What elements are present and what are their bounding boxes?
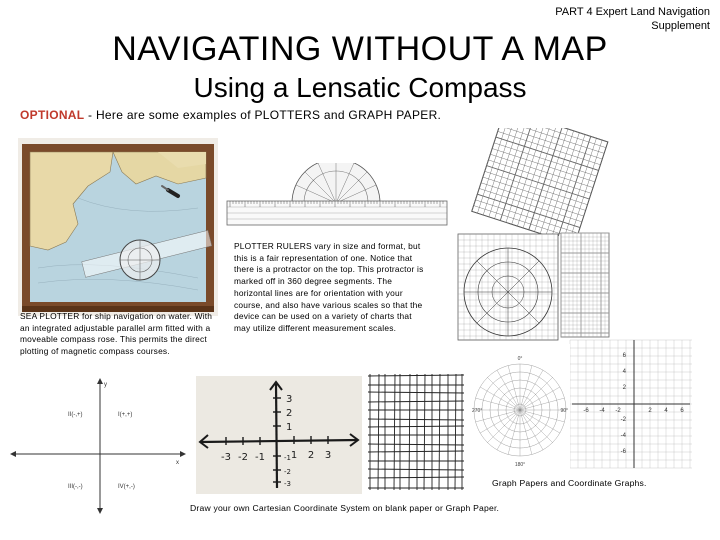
hd-x-tick: -1 (255, 452, 265, 463)
hd-y-tick: -2 (284, 468, 291, 476)
ng-y-tick: -4 (620, 433, 626, 439)
ng-x-tick: -4 (599, 408, 605, 414)
quadrant-i-label: I(+,+) (118, 412, 133, 418)
quadrant-iv-label: IV(+,-) (118, 484, 135, 490)
x-axis-label: x (176, 460, 179, 466)
ng-x-tick: -2 (615, 408, 621, 414)
tilted-graph-paper (462, 128, 612, 236)
sea-plotter-caption: SEA PLOTTER for ship navigation on water. With an integrated adjustable parallel arm fitted with a moveable compass rose. This permits the direct plotting of magnetic compass courses. (20, 311, 213, 357)
ng-y-tick: 4 (622, 369, 626, 375)
hd-x-tick: -3 (221, 452, 231, 463)
polar-label-bottom: 180° (514, 462, 526, 468)
supplement-line-2: Supplement (651, 20, 710, 32)
quadrant-iii-label: III(-,-) (68, 484, 83, 490)
page-title: NAVIGATING WITHOUT A MAP (112, 30, 608, 68)
polar-chart (470, 344, 570, 474)
handdrawn-axes-image (196, 376, 362, 494)
hd-y-tick: 1 (286, 422, 293, 433)
hd-x-tick: 2 (307, 450, 315, 461)
ng-y-tick: -6 (620, 449, 626, 455)
y-axis-label: y (104, 382, 107, 388)
intro-line (20, 108, 441, 122)
plotter-ruler-image (222, 163, 452, 235)
hd-x-tick: -2 (238, 452, 248, 463)
supplement-header (490, 5, 710, 33)
ng-x-tick: -6 (583, 408, 589, 414)
polar-label-left: 270° (472, 408, 483, 414)
hd-y-tick: 3 (286, 394, 293, 405)
page-subtitle: Using a Lensatic Compass (193, 72, 527, 103)
ng-y-tick: -2 (620, 417, 626, 423)
plotter-rulers-caption: PLOTTER RULERS vary in size and format, but this is a fair representation of one. Notice that there is a protractor on the top. This protractor is marked off in 360 degree segments. The horizontal lines are for orientation with your course, and also have various scales so that the device can be used on a variety of charts that may utilize different measurement scales. (234, 241, 424, 333)
polar-label-top: 0° (517, 356, 523, 362)
hd-x-tick: 3 (324, 450, 332, 461)
hd-y-tick: -3 (284, 480, 291, 488)
ng-x-tick: 2 (648, 408, 652, 414)
ng-y-tick: 6 (622, 353, 626, 359)
numbered-coordinate-grid (568, 338, 694, 470)
quadrant-coordinate-graph (8, 376, 188, 516)
intro-text: - Here are some examples of PLOTTERS and GRAPH PAPER. (84, 108, 442, 122)
square-graph-paper (560, 232, 610, 338)
graph-papers-caption: Graph Papers and Coordinate Graphs. (492, 478, 647, 488)
sea-plotter-image (18, 138, 218, 316)
ng-x-tick: 4 (664, 408, 668, 414)
cartesian-caption: Draw your own Cartesian Coordinate System on blank paper or Graph Paper. (190, 503, 500, 513)
ng-x-tick: 6 (680, 408, 684, 414)
supplement-line-1: PART 4 Expert Land Navigation (555, 6, 710, 18)
quadrant-ii-label: II(-,+) (68, 412, 83, 418)
hd-y-tick: -1 (284, 454, 291, 462)
hd-y-tick: 2 (286, 408, 293, 419)
irregular-grid-paper (366, 372, 466, 492)
hd-x-tick: 1 (290, 450, 298, 461)
optional-label: OPTIONAL (20, 108, 85, 122)
polar-graph-paper (456, 232, 560, 342)
ng-y-tick: 2 (622, 385, 626, 391)
polar-label-right: 90° (560, 408, 568, 414)
